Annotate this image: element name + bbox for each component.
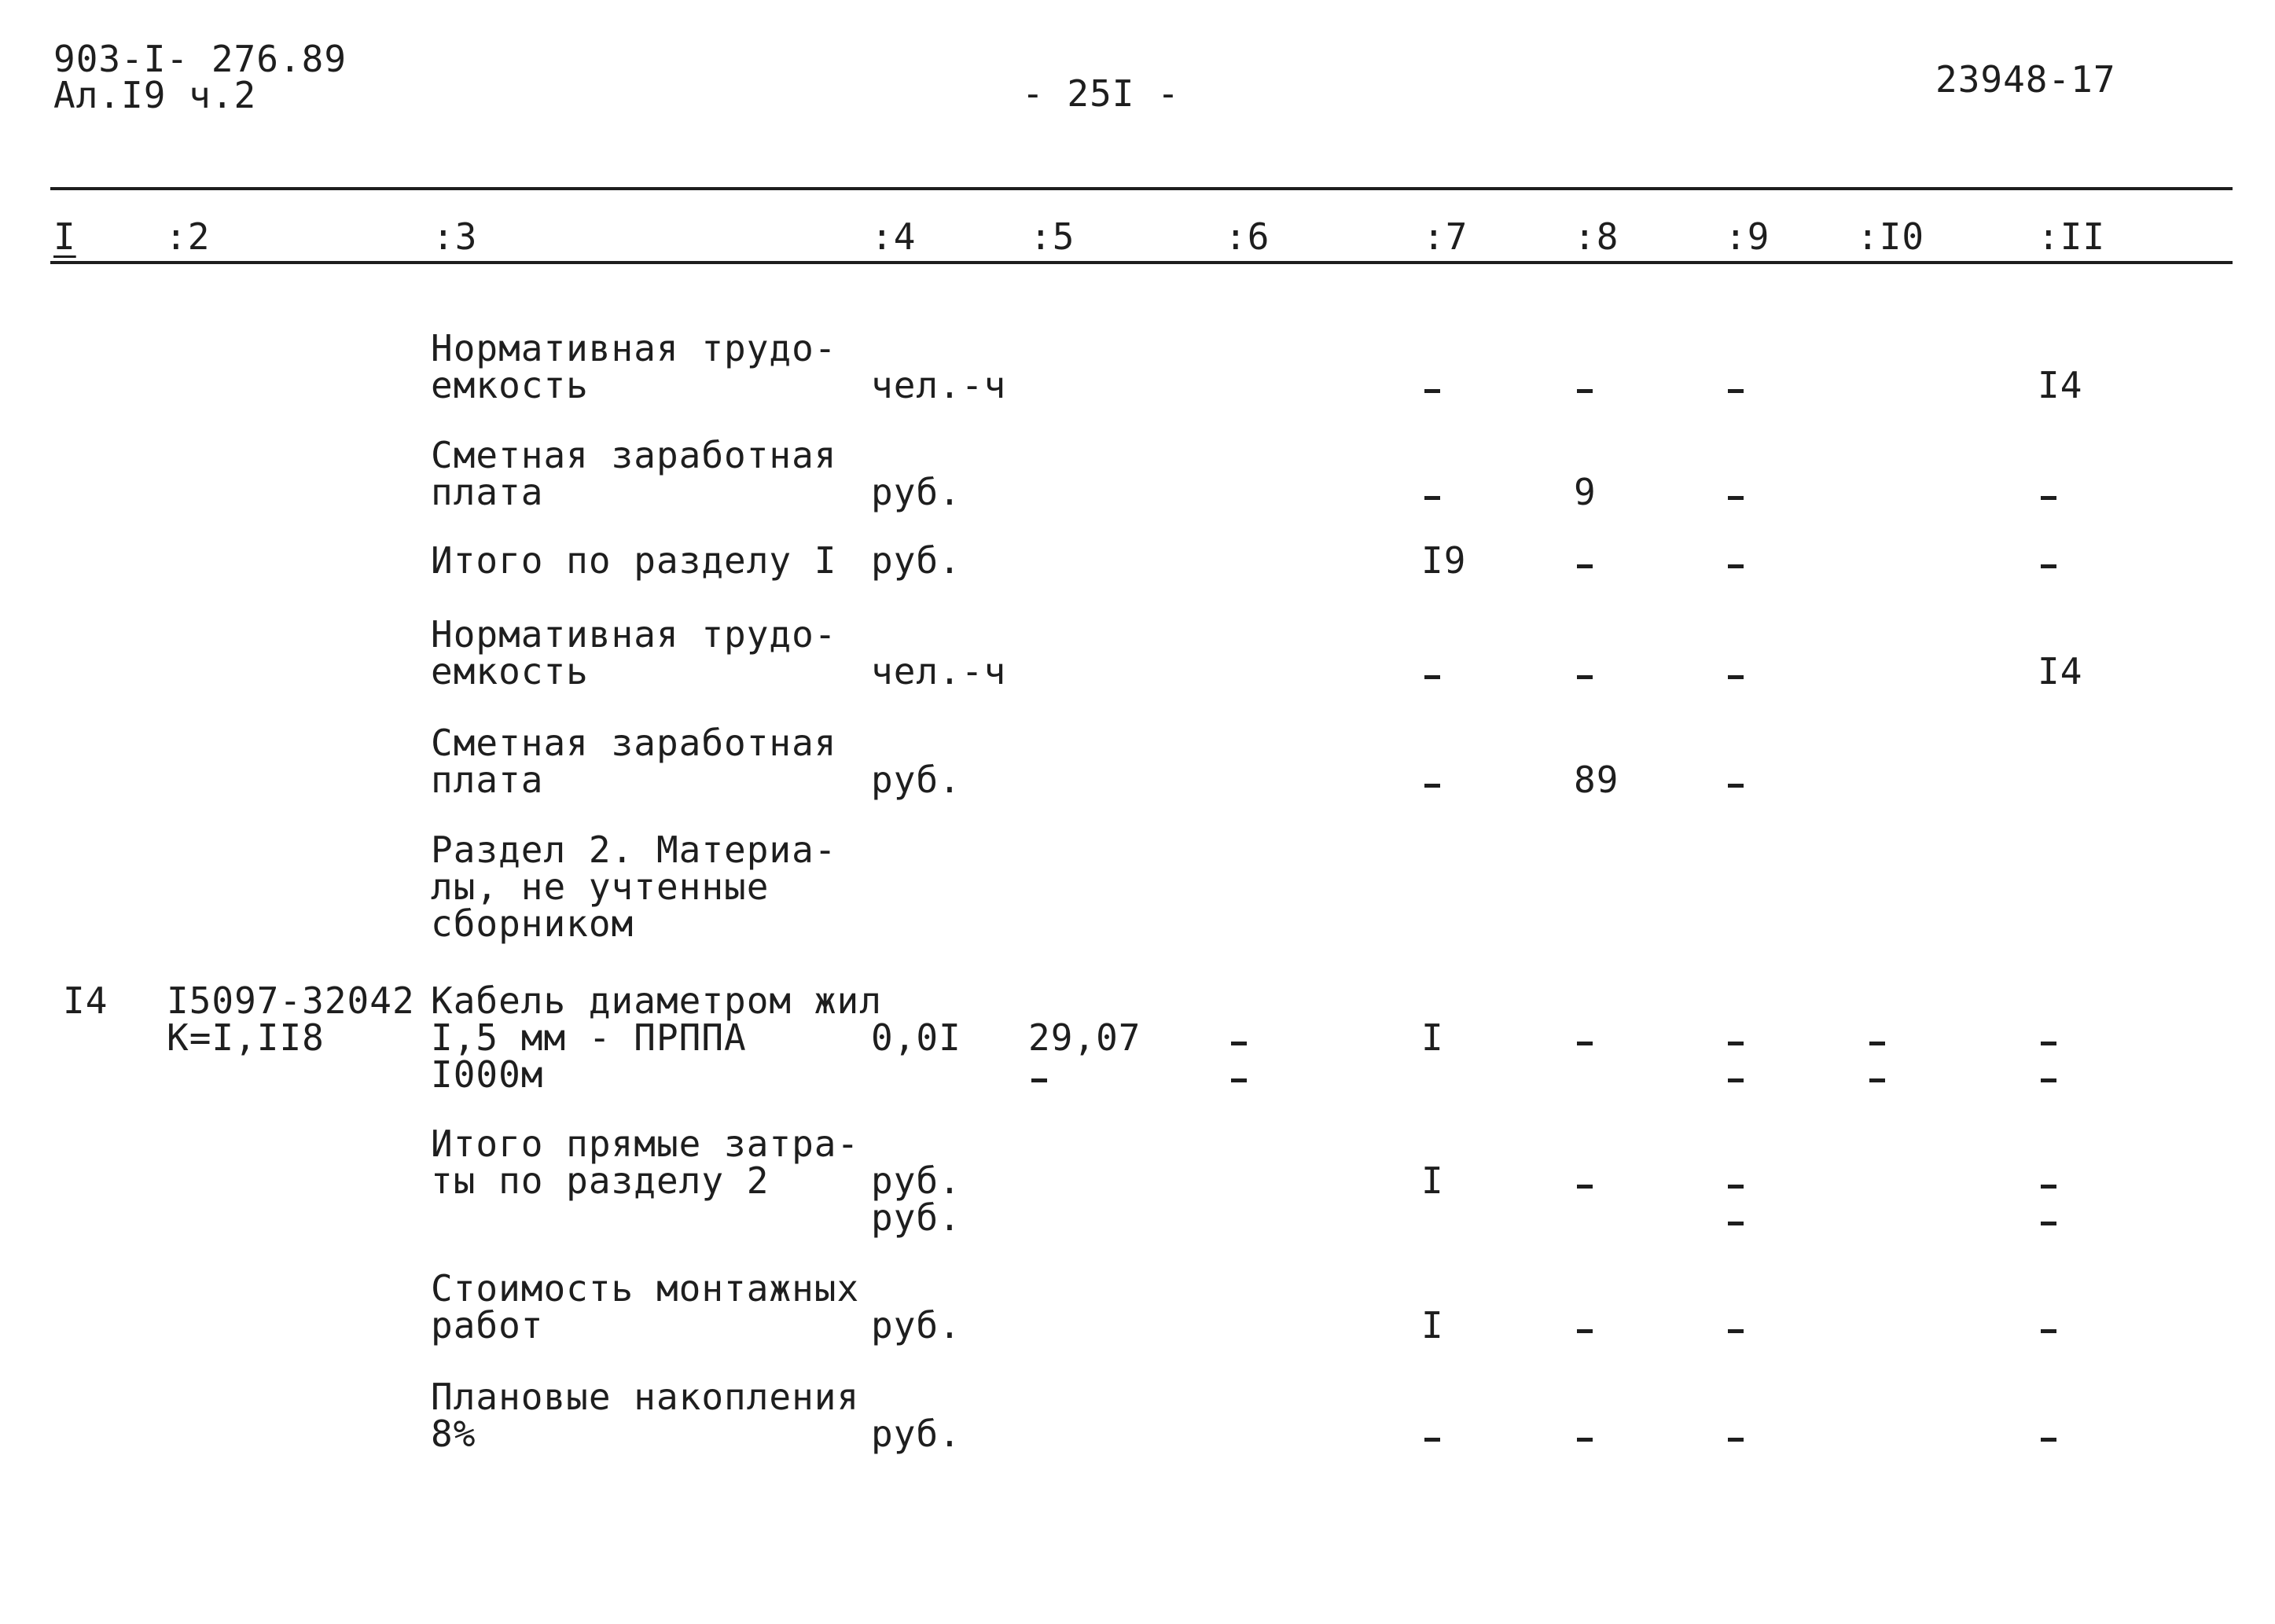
table-cell-c3: Сметная заработная bbox=[431, 722, 837, 764]
table-cell-c4: чел.-ч bbox=[871, 650, 1007, 693]
column-header-9: :9 bbox=[1725, 215, 1770, 258]
dash-mark bbox=[1424, 1438, 1440, 1442]
table-cell-c3: I,5 мм - ПРППА bbox=[431, 1016, 747, 1059]
dash-mark bbox=[1577, 389, 1593, 393]
dash-mark bbox=[1231, 1078, 1247, 1082]
table-cell-c7: I bbox=[1421, 1304, 1444, 1347]
table-cell-c3: Раздел 2. Материа- bbox=[431, 829, 837, 871]
dash-mark bbox=[1031, 1078, 1047, 1082]
table-cell-c11: I4 bbox=[2038, 650, 2083, 693]
dash-mark bbox=[1869, 1078, 1885, 1082]
column-header-10: :I0 bbox=[1857, 215, 1925, 258]
table-cell-c3: Кабель диаметром жил bbox=[431, 979, 882, 1022]
table-cell-c3: ты по разделу 2 bbox=[431, 1159, 770, 1202]
table-cell-c3: 8% bbox=[431, 1413, 476, 1455]
doc-code: 903-I- 276.89 bbox=[53, 38, 347, 80]
dash-mark bbox=[2041, 564, 2056, 568]
table-cell-c3: емкость bbox=[431, 364, 589, 406]
dash-mark bbox=[2041, 1222, 2056, 1225]
table-cell-c2: К=I,II8 bbox=[167, 1016, 325, 1059]
dash-mark bbox=[2041, 1042, 2056, 1045]
table-cell-c3: Нормативная трудо- bbox=[431, 327, 837, 369]
table-cell-c3: сборником bbox=[431, 902, 634, 945]
dash-mark bbox=[1231, 1042, 1247, 1045]
table-cell-c2: I5097-32042 bbox=[167, 979, 415, 1022]
column-header-1: I bbox=[53, 215, 76, 258]
table-cell-c4: руб. bbox=[871, 1196, 961, 1239]
table-cell-c5: 29,07 bbox=[1028, 1016, 1141, 1059]
column-header-6: :6 bbox=[1225, 215, 1270, 258]
dash-mark bbox=[1869, 1042, 1885, 1045]
dash-mark bbox=[1728, 1185, 1744, 1189]
table-cell-c4: чел.-ч bbox=[871, 364, 1007, 406]
dash-mark bbox=[1728, 1042, 1744, 1045]
dash-mark bbox=[1728, 1078, 1744, 1082]
table-cell-c7: I9 bbox=[1421, 539, 1467, 582]
dash-mark bbox=[1577, 1185, 1593, 1189]
table-cell-c4: руб. bbox=[871, 759, 961, 801]
table-cell-c3: лы, не учтенные bbox=[431, 865, 770, 908]
dash-mark bbox=[1424, 496, 1440, 500]
dash-mark bbox=[1577, 1438, 1593, 1442]
dash-mark bbox=[1424, 675, 1440, 679]
table-cell-c3: Сметная заработная bbox=[431, 434, 837, 476]
table-cell-c3: Итого прямые затра- bbox=[431, 1122, 860, 1165]
table-cell-c3: I000м bbox=[431, 1053, 544, 1096]
table-cell-c1: I4 bbox=[63, 979, 108, 1022]
table-cell-c4: руб. bbox=[871, 471, 961, 513]
page-number: - 25I - bbox=[1022, 72, 1180, 115]
table-cell-c3: Нормативная трудо- bbox=[431, 613, 837, 656]
dash-mark bbox=[1577, 1042, 1593, 1045]
table-cell-c11: I4 bbox=[2038, 364, 2083, 406]
column-header-3: :3 bbox=[432, 215, 478, 258]
table-cell-c3: Плановые накопления bbox=[431, 1376, 860, 1418]
dash-mark bbox=[2041, 1078, 2056, 1082]
table-cell-c4: руб. bbox=[871, 1413, 961, 1455]
table-top-rule bbox=[50, 187, 2233, 190]
table-cell-c3: работ bbox=[431, 1304, 544, 1347]
table-cell-c3: Итого по разделу I bbox=[431, 539, 837, 582]
table-cell-c4: руб. bbox=[871, 1159, 961, 1202]
dash-mark bbox=[1728, 496, 1744, 500]
column-header-7: :7 bbox=[1423, 215, 1468, 258]
dash-mark bbox=[1728, 1222, 1744, 1225]
dash-mark bbox=[1728, 784, 1744, 788]
table-cell-c7: I bbox=[1421, 1016, 1444, 1059]
dash-mark bbox=[1577, 564, 1593, 568]
dash-mark bbox=[2041, 1329, 2056, 1333]
table-cell-c8: 89 bbox=[1574, 759, 1619, 801]
table-cell-c8: 9 bbox=[1574, 471, 1597, 513]
table-cell-c3: плата bbox=[431, 471, 544, 513]
dash-mark bbox=[2041, 1185, 2056, 1189]
table-cell-c7: I bbox=[1421, 1159, 1444, 1202]
dash-mark bbox=[1728, 389, 1744, 393]
table-cell-c4: 0,0I bbox=[871, 1016, 961, 1059]
dash-mark bbox=[1577, 1329, 1593, 1333]
table-cell-c3: плата bbox=[431, 759, 544, 801]
column-header-4: :4 bbox=[871, 215, 917, 258]
table-cell-c3: Стоимость монтажных bbox=[431, 1267, 860, 1310]
dash-mark bbox=[1728, 564, 1744, 568]
dash-mark bbox=[2041, 1438, 2056, 1442]
table-cell-c3: емкость bbox=[431, 650, 589, 693]
table-cell-c4: руб. bbox=[871, 1304, 961, 1347]
stamp-number: 23948-17 bbox=[1935, 58, 2116, 101]
dash-mark bbox=[1577, 675, 1593, 679]
dash-mark bbox=[1728, 675, 1744, 679]
sheet-label: Ал.I9 ч.2 bbox=[53, 74, 257, 116]
column-header-5: :5 bbox=[1030, 215, 1075, 258]
dash-mark bbox=[2041, 496, 2056, 500]
column-header-8: :8 bbox=[1574, 215, 1619, 258]
column-header-11: :II bbox=[2038, 215, 2106, 258]
dash-mark bbox=[1728, 1438, 1744, 1442]
dash-mark bbox=[1424, 784, 1440, 788]
dash-mark bbox=[1728, 1329, 1744, 1333]
dash-mark bbox=[1424, 389, 1440, 393]
table-cell-c4: руб. bbox=[871, 539, 961, 582]
table-header-rule bbox=[50, 261, 2233, 264]
column-header-2: :2 bbox=[165, 215, 211, 258]
